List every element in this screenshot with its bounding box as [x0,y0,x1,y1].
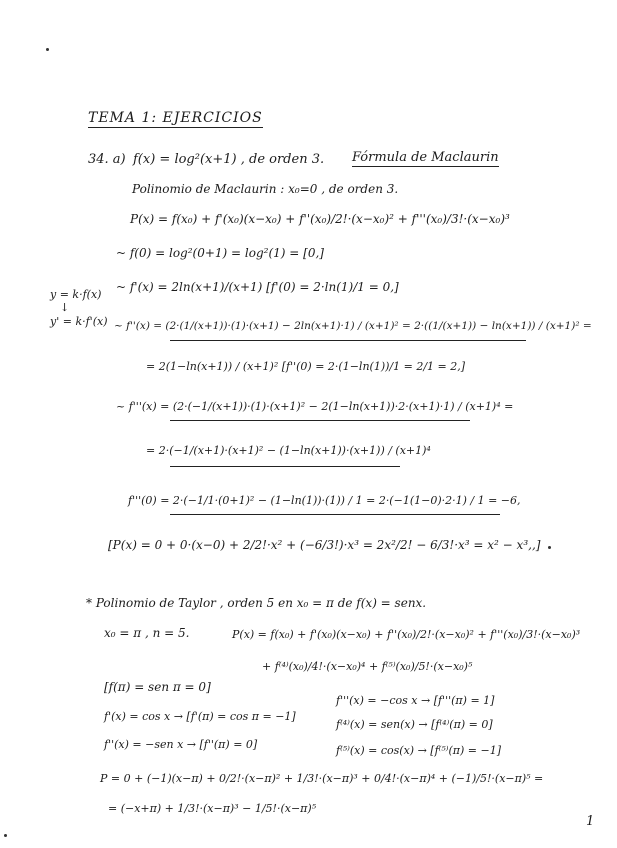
method-name: Fórmula de Maclaurin [352,150,499,165]
stray-mark [46,48,49,51]
derivative-5: f⁽⁵⁾(x) = cos(x) → [f⁽⁵⁾(π) = −1] [336,744,502,757]
page-number: 1 [586,814,595,829]
stray-mark [548,546,551,549]
exercise-label: 34. a) [88,152,126,167]
side-note-arrow: ↓ [60,301,70,314]
taylor-formula-1: P(x) = f(x₀) + f'(x₀)(x−x₀) + f''(x₀)/2!·(x−x₀)² + f'''(x₀)/3!·(x−x₀)³ [232,628,581,641]
derivative-4: f⁽⁴⁾(x) = sen(x) → [f⁽⁴⁾(π) = 0] [336,718,493,731]
side-note-1: y = k·f(x) [50,288,102,301]
maclaurin-formula: P(x) = f(x₀) + f'(x₀)(x−x₀) + f''(x₀)/2!·(x−x₀)² + f'''(x₀)/3!·(x−x₀)³ [130,212,510,226]
taylor-result-1: P = 0 + (−1)(x−π) + 0/2!·(x−π)² + 1/3!·(x−π)³ + 0/4!·(x−π)⁴ + (−1)/5!·(x−π)⁵ = [100,772,544,785]
stray-mark [4,834,7,837]
fraction-bar [170,466,400,467]
f1-line: ~ f'(x) = 2ln(x+1)/(x+1) [f'(0) = 2·ln(1)/1 = 0,] [116,280,399,294]
taylor-params: x₀ = π , n = 5. [104,626,190,640]
polynomial-intro: Polinomio de Maclaurin : x₀=0 , de orden 3. [132,182,399,196]
fraction-bar [170,420,470,421]
page-title: TEMA 1: EJERCICIOS [88,110,263,126]
f2-line-1: ~ f''(x) = (2·(1/(x+1))·(1)·(x+1) − 2ln(x+1)·1) / (x+1)² = 2·((1/(x+1)) − ln(x+1)) / (x+1)² = [114,320,592,332]
fraction-bar [170,340,526,341]
derivative-1: f'(x) = cos x → [f'(π) = cos π = −1] [104,710,296,723]
f3-line-2: = 2·(−1/(x+1)·(x+1)² − (1−ln(x+1))·(x+1)) / (x+1)⁴ [146,444,431,457]
taylor-result-2: = (−x+π) + 1/3!·(x−π)³ − 1/5!·(x−π)⁵ [108,802,317,815]
taylor-formula-2: + f⁽⁴⁾(x₀)/4!·(x−x₀)⁴ + f⁽⁵⁾(x₀)/5!·(x−x₀)⁵ [262,660,473,673]
f3-line-3: f'''(0) = 2·(−1/1·(0+1)² − (1−ln(1))·(1)) / 1 = 2·(−1(1−0)·2·1) / 1 = −6, [128,494,521,507]
fraction-bar [170,514,500,515]
exercise-statement: f(x) = log²(x+1) , de orden 3. [133,152,325,167]
f2-line-2: = 2(1−ln(x+1)) / (x+1)² [f''(0) = 2·(1−ln(1))/1 = 2/1 = 2,] [146,360,466,373]
f3-line-1: ~ f'''(x) = (2·(−1/(x+1))·(1)·(x+1)² − 2(1−ln(x+1))·2·(x+1)·1) / (x+1)⁴ = [116,400,514,413]
derivative-3: f'''(x) = −cos x → [f'''(π) = 1] [336,694,495,707]
result-line: [P(x) = 0 + 0·(x−0) + 2/2!·x² + (−6/3!)·x³ = 2x²/2! − 6/3!·x³ = x² − x³,,] [108,538,541,552]
f0-line: ~ f(0) = log²(0+1) = log²(1) = [0,] [116,246,324,260]
derivative-2: f''(x) = −sen x → [f''(π) = 0] [104,738,258,751]
derivative-0: [f(π) = sen π = 0] [104,680,211,694]
taylor-heading: * Polinomio de Taylor , orden 5 en x₀ = π de f(x) = senx. [86,596,427,610]
side-note-2: y' = k·f'(x) [50,315,108,328]
